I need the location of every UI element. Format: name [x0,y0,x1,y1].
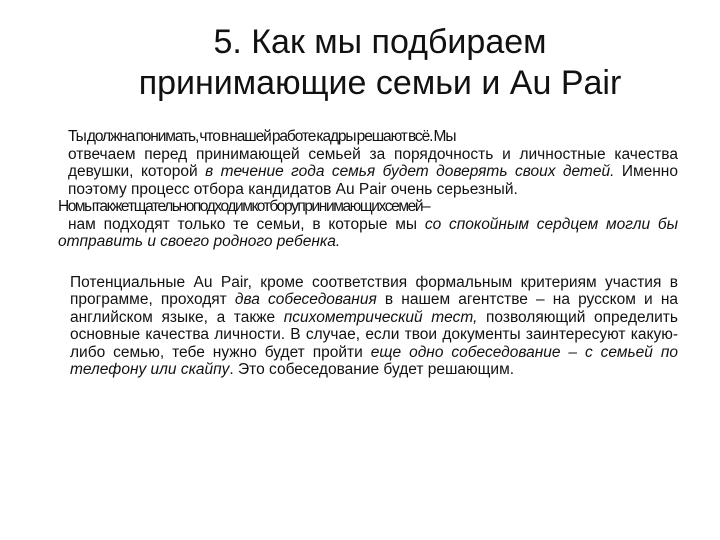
paragraph-emphasis: еще одно собеседование – с семьей по телефону или скайпу [70,343,678,378]
paragraph-text: . Это собеседование будет решающим. [229,361,515,378]
paragraph-interviews [58,274,678,379]
paragraph-text: Именно поэтому процесс отбора кандидатов Au Pair очень серьезный. [68,163,678,198]
title-line-2: принимающие семьи и Au Pair [138,64,622,102]
paragraph-emphasis: психометрический тест, [283,308,478,326]
paragraph-emphasis: со спокойным сердцем могли бы отправить и своего родного ребенка. [58,215,678,250]
paragraph-selection-families [58,198,678,251]
paragraph-text: позволяющий определить основные качества личности. В случае, если твои документы заинтересуют какую-либо семью, тебе нужно будет пройти [70,308,678,361]
slide-body [58,128,678,379]
paragraph-text: Потенциальные Au Pair, кроме соответствия формальным критериям участия в программе, проходят [70,273,678,308]
title-line-1: 5. Как мы подбираем [213,23,547,61]
paragraph-selection-candidates [58,128,678,198]
paragraph-emphasis: в течение года семья будет доверять своих детей. [205,163,615,180]
paragraph-emphasis: два собеседования [234,291,377,308]
paragraph-lead-line: Ты должна понимать, что в нашей работе кадры решают всё. Мы [68,128,456,145]
slide-title [60,22,700,104]
paragraph-text: в нашем агентстве – на русском и на английском языке, а также [70,291,679,326]
paragraph-lead-line: Но мы также тщательно подходим к отбору принимающих семей – [58,198,430,215]
paragraph-text: отвечаем перед принимающей семьей за порядочность и личностные качества девушки, которой [68,145,678,180]
paragraph-text: нам подходят только те семьи, в которые мы [68,215,425,233]
